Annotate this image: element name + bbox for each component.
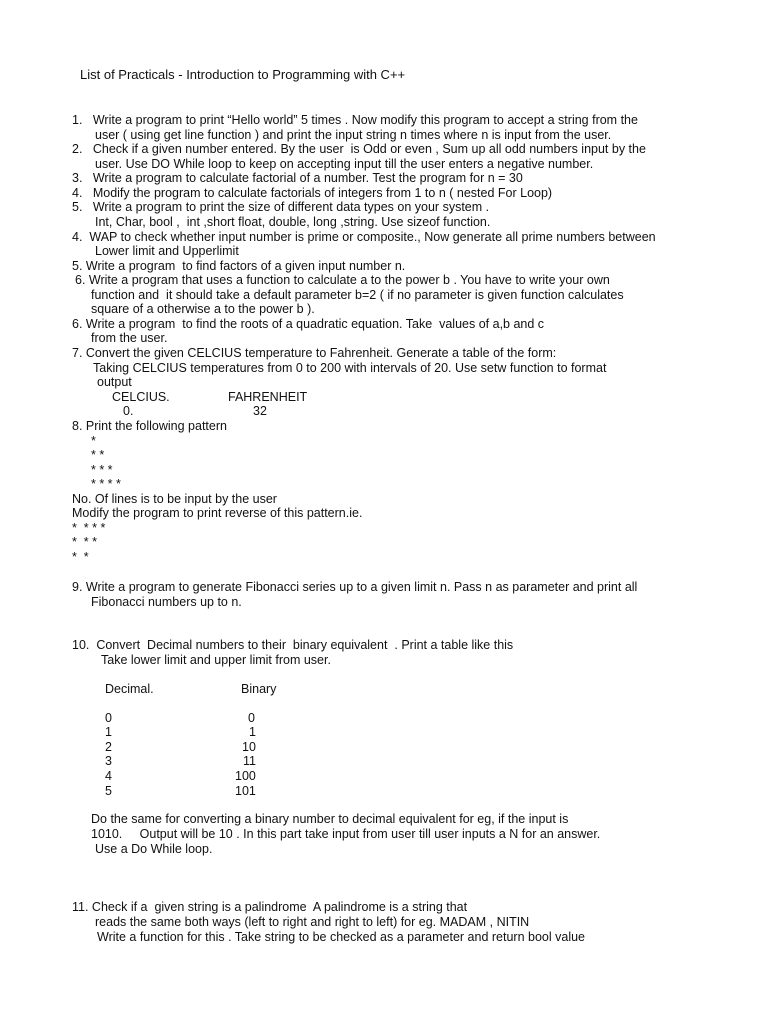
line: Taking CELCIUS temperatures from 0 to 200 with intervals of 20. Use setw function to format bbox=[93, 361, 607, 375]
line: output bbox=[97, 375, 132, 389]
table-cell: 0 bbox=[105, 711, 112, 725]
line: 3. Write a program to calculate factorial of a number. Test the program for n = 30 bbox=[72, 171, 523, 185]
line: Write a function for this . Take string to be checked as a parameter and return bool value bbox=[97, 930, 586, 944]
line: 1010. Output will be 10 . In this part take input from user till user inputs a N for an answer. bbox=[91, 827, 601, 841]
table-cell: 0 bbox=[248, 711, 255, 725]
line: 11. Check if a given string is a palindrome A palindrome is a string that bbox=[72, 900, 468, 914]
table-cell: 0. bbox=[123, 404, 134, 418]
table-cell: 3 bbox=[105, 754, 112, 768]
table-header: FAHRENHEIT bbox=[228, 390, 308, 404]
table-cell: 100 bbox=[235, 769, 256, 783]
line: 5. Write a program to find factors of a given input number n. bbox=[72, 259, 406, 273]
table-cell: 1 bbox=[105, 725, 112, 739]
line: 7. Convert the given CELCIUS temperature to Fahrenheit. Generate a table of the form: bbox=[72, 346, 557, 360]
table-cell: 1 bbox=[249, 725, 256, 739]
line: Lower limit and Upperlimit bbox=[95, 244, 239, 258]
pattern-line: * * * bbox=[72, 535, 98, 549]
line: 8. Print the following pattern bbox=[72, 419, 227, 433]
table-cell: 32 bbox=[253, 404, 267, 418]
table-cell: 5 bbox=[105, 784, 112, 798]
table-header: CELCIUS. bbox=[112, 390, 170, 404]
line: from the user. bbox=[91, 331, 168, 345]
line: user ( using get line function ) and print the input string n times where n is input from the user. bbox=[95, 128, 612, 142]
line: Use a Do While loop. bbox=[95, 842, 213, 856]
pattern-line: * bbox=[91, 434, 96, 448]
line: 4. Modify the program to calculate factorials of integers from 1 to n ( nested For Loop) bbox=[72, 186, 553, 200]
line: Do the same for converting a binary number to decimal equivalent for eg, if the input is bbox=[91, 812, 569, 826]
pattern-line: * * * bbox=[91, 463, 113, 477]
line: reads the same both ways (left to right and right to left) for eg. MADAM , NITIN bbox=[95, 915, 530, 929]
line: No. Of lines is to be input by the user bbox=[72, 492, 277, 506]
table-cell: 101 bbox=[235, 784, 256, 798]
line: 6. Write a program to find the roots of a quadratic equation. Take values of a,b and c bbox=[72, 317, 545, 331]
pattern-line: * * * * bbox=[72, 521, 106, 535]
table-header: Binary bbox=[241, 682, 277, 696]
line: function and it should take a default parameter b=2 ( if no parameter is given function calculates bbox=[91, 288, 624, 302]
line: Take lower limit and upper limit from user. bbox=[101, 653, 331, 667]
pattern-line: * * bbox=[91, 448, 105, 462]
line: user. Use DO While loop to keep on accepting input till the user enters a negative number. bbox=[95, 157, 594, 171]
pattern-line: * * * * bbox=[91, 477, 121, 491]
table-header: Decimal. bbox=[105, 682, 154, 696]
line: 2. Check if a given number entered. By the user is Odd or even , Sum up all odd numbers input by the bbox=[72, 142, 646, 156]
document-title: List of Practicals - Introduction to Programming with C++ bbox=[80, 67, 406, 82]
line: Modify the program to print reverse of this pattern.ie. bbox=[72, 506, 363, 520]
line: 10. Convert Decimal numbers to their binary equivalent . Print a table like this bbox=[72, 638, 514, 652]
table-cell: 2 bbox=[105, 740, 112, 754]
line: 9. Write a program to generate Fibonacci series up to a given limit n. Pass n as parameter and print all bbox=[72, 580, 638, 594]
pattern-line: * * bbox=[72, 550, 89, 564]
table-cell: 11 bbox=[243, 754, 256, 768]
line: 5. Write a program to print the size of different data types on your system . bbox=[72, 200, 490, 214]
line: Int, Char, bool , int ,short float, double, long ,string. Use sizeof function. bbox=[95, 215, 491, 229]
line: Fibonacci numbers up to n. bbox=[91, 595, 242, 609]
table-cell: 4 bbox=[105, 769, 112, 783]
line: 6. Write a program that uses a function to calculate a to the power b . You have to write your own bbox=[75, 273, 610, 287]
line: 1. Write a program to print “Hello world” 5 times . Now modify this program to accept a string from the bbox=[72, 113, 638, 127]
line: 4. WAP to check whether input number is prime or composite., Now generate all prime numbers between bbox=[72, 230, 656, 244]
line: square of a otherwise a to the power b ). bbox=[91, 302, 315, 316]
table-cell: 10 bbox=[242, 740, 256, 754]
